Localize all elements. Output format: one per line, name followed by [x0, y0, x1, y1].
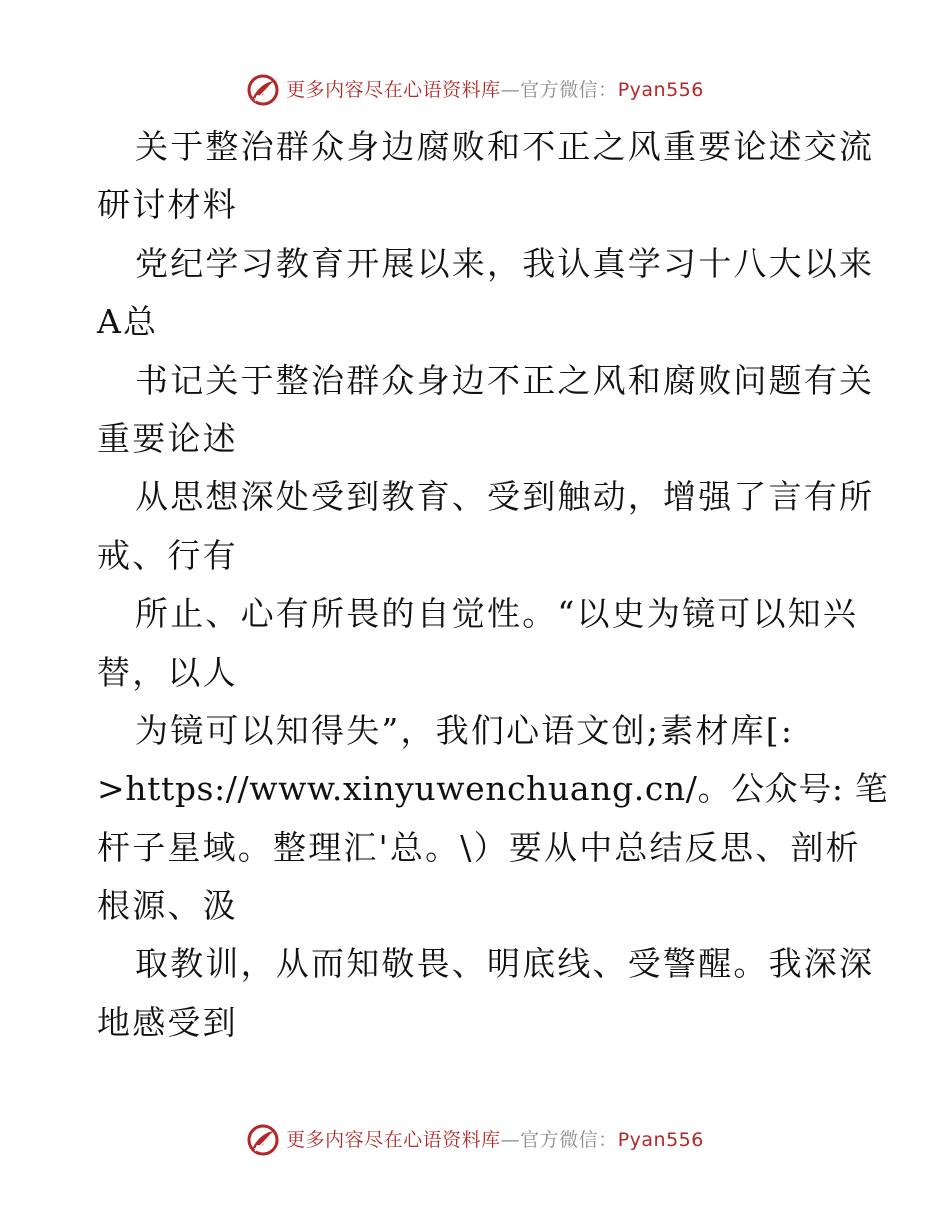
document-line: 党纪学习教育开展以来，我认真学习十八大以来 [135, 243, 875, 283]
watermark-wechat-id: Pyan556 [617, 78, 704, 101]
watermark-site-text: 更多内容尽在心语资料库 [286, 1128, 501, 1151]
document-line: 为镜可以知得失”，我们心语文创;素材库[: [135, 710, 795, 750]
document-line: 戒、行有 [97, 535, 238, 575]
document-line: 研讨材料 [97, 185, 238, 225]
watermark-separator: — [500, 78, 521, 101]
document-line: 取教训，从而知敬畏、明底线、受警醒。我深深 [135, 944, 875, 984]
document-line: 从思想深处受到教育、受到触动，增强了言有所 [135, 477, 875, 517]
header-watermark [0, 70, 950, 110]
watermark-text [286, 1128, 704, 1151]
watermark-separator: — [500, 1128, 521, 1151]
document-line: 所止、心有所畏的自觉性。“以史为镜可以知兴 [135, 594, 859, 634]
pen-logo-icon [246, 1123, 280, 1157]
document-line: A总 [97, 302, 159, 342]
document-line: 重要论述 [97, 418, 238, 458]
footer-watermark [0, 1120, 950, 1160]
watermark-wechat-label: 官方微信： [520, 78, 618, 101]
watermark-group [246, 1123, 704, 1157]
watermark-text [286, 78, 704, 101]
document-line: 地感受到 [97, 1002, 238, 1042]
document-line: 关于整治群众身边腐败和不正之风重要论述交流 [135, 127, 875, 166]
watermark-wechat-label: 官方微信： [520, 1128, 618, 1151]
document-line: 杆子星域。整理汇'总。\）要从中总结反思、剖析 [97, 827, 861, 867]
document-body [97, 118, 889, 1052]
document-line: 书记关于整治群众身边不正之风和腐败问题有关 [135, 360, 875, 400]
document-line: >https://www.xinyuwenchuang.cn/。公众号: 笔 [97, 769, 889, 809]
watermark-wechat-id: Pyan556 [617, 1128, 704, 1151]
watermark-site-text: 更多内容尽在心语资料库 [286, 78, 501, 101]
watermark-group [246, 73, 704, 107]
document-line: 替，以人 [97, 652, 238, 692]
pen-logo-icon [246, 73, 280, 107]
document-line: 根源、汲 [97, 886, 238, 926]
